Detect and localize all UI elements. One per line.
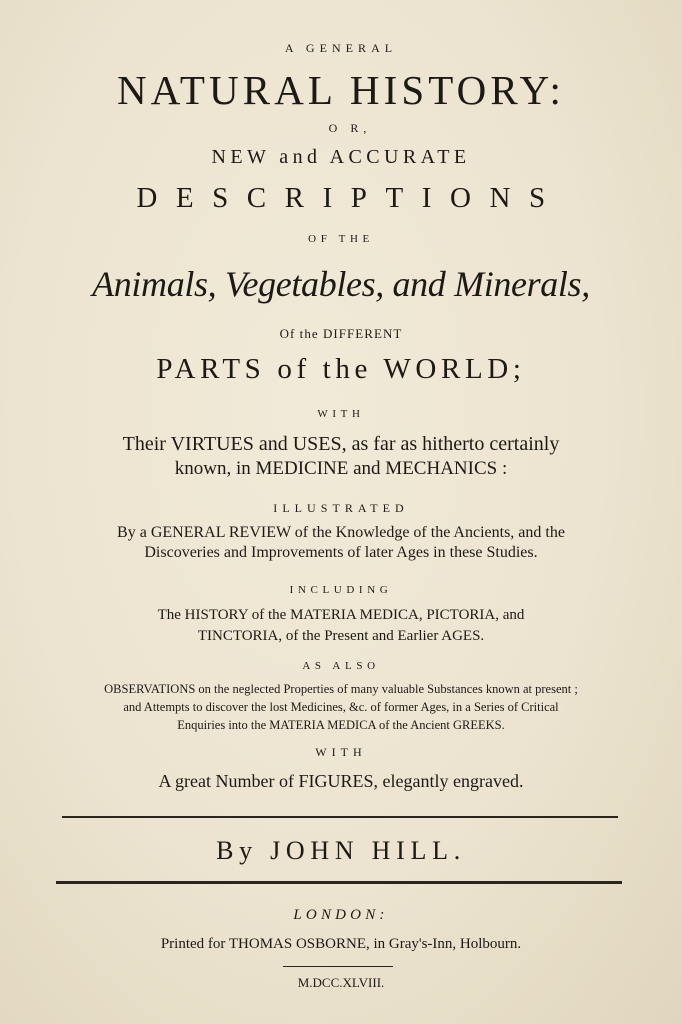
observations-line-1: OBSERVATIONS on the neglected Properties of many valuable Substances known at present ; (104, 682, 578, 696)
review-line-1: By a GENERAL REVIEW of the Knowledge of the Ancients, and the (117, 524, 565, 541)
top-divider (62, 816, 618, 818)
main-title: NATURAL HISTORY: (117, 67, 565, 113)
as-also-line: AS ALSO (302, 660, 380, 672)
history-line-2: TINCTORIA, of the Present and Earlier AGES. (197, 628, 485, 644)
date-line: M.DCC.XLVIII. (297, 975, 385, 990)
virtues-line-2: known, in MEDICINE and MECHANICS : (174, 458, 508, 479)
including-line: INCLUDING (289, 584, 393, 596)
virtues-line-1: Their VIRTUES and USES, as far as hitherto certainly (122, 433, 560, 455)
descriptions-line: DESCRIPTIONS (136, 182, 564, 214)
animals-line: Animals, Vegetables, and Minerals, (92, 264, 590, 304)
parts-world-line: PARTS of the WORLD; (156, 353, 526, 385)
illustrated-line: ILLUSTRATED (273, 501, 409, 515)
new-accurate-line: NEW and ACCURATE (211, 146, 471, 168)
date-divider (283, 966, 393, 967)
general-line: A GENERAL (284, 41, 398, 55)
of-the-line: OF THE (308, 233, 374, 245)
or-line: O R, (328, 121, 372, 135)
printed-line: Printed for THOMAS OSBORNE, in Gray's-Inn, Holbourn. (160, 936, 522, 952)
london-line: LONDON: (293, 907, 389, 923)
with-line-1: WITH (317, 408, 365, 420)
with-line-2: WITH (315, 745, 367, 759)
observations-line-3: Enquiries into the MATERIA MEDICA of the Ancient GREEKS. (177, 718, 505, 732)
figures-line: A great Number of FIGURES, elegantly engraved. (158, 771, 524, 791)
bottom-divider (56, 881, 622, 884)
history-line-1: The HISTORY of the MATERIA MEDICA, PICTORIA, and (157, 607, 525, 623)
of-different-line: Of the DIFFERENT (279, 326, 403, 341)
observations-line-2: and Attempts to discover the lost Medicines, &c. of former Ages, in a Series of Critical (123, 700, 559, 714)
author-line: By JOHN HILL. (216, 836, 466, 865)
review-line-2: Discoveries and Improvements of later Ages in these Studies. (144, 544, 538, 561)
